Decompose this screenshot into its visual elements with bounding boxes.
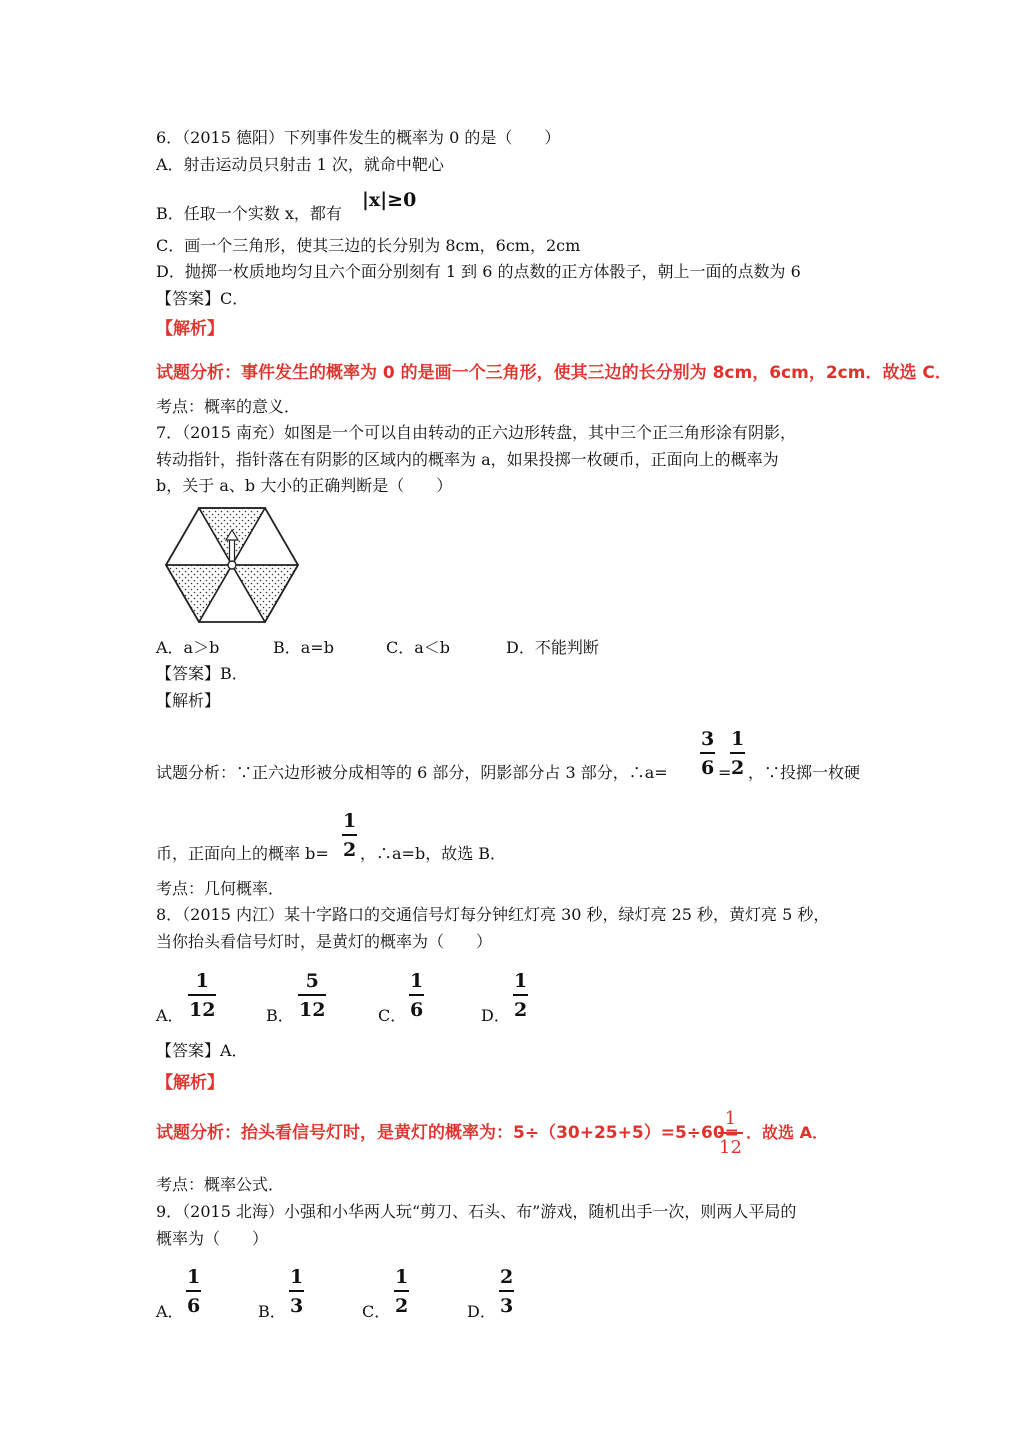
fraction-numerator: 1	[514, 970, 528, 992]
q7-analysis-tag: 【解析】	[156, 691, 221, 710]
fraction-denominator: 3	[290, 1295, 304, 1317]
fraction-numerator: 1	[410, 970, 424, 992]
q9-option-c-label: C．	[362, 1302, 391, 1321]
q6-option-b: B．任取一个实数 x，都有	[156, 204, 342, 223]
q7-analysis-line2a: 币，正面向上的概率 b=	[156, 844, 329, 863]
fraction-numerator: 1	[724, 1108, 737, 1129]
q7-fraction-3-6	[700, 728, 715, 779]
q8-option-a-label: A．	[156, 1006, 184, 1025]
q8-point: 考点：概率公式．	[156, 1175, 285, 1194]
q8-option-d-fraction	[513, 970, 528, 1021]
fraction-denominator: 2	[343, 839, 357, 861]
fraction-denominator: 2	[731, 757, 745, 779]
q7-option-a: A．a＞b	[156, 638, 220, 657]
q8-option-d-label: D．	[481, 1006, 510, 1025]
q7-answer: 【答案】B．	[156, 664, 248, 683]
q8-answer: 【答案】A．	[156, 1041, 248, 1060]
fraction-numerator: 1	[187, 1266, 201, 1288]
fraction-denominator: 2	[514, 999, 528, 1021]
fraction-bar	[342, 834, 357, 836]
q6-point: 考点：概率的意义．	[156, 397, 301, 416]
q9-stem-line2: 概率为（ ）	[156, 1229, 269, 1248]
fraction-numerator: 1	[343, 810, 357, 832]
q8-option-a-fraction	[188, 970, 216, 1021]
fraction-denominator: 12	[299, 999, 326, 1021]
q7-fraction-1-2	[730, 728, 745, 779]
fraction-denominator: 3	[500, 1295, 514, 1317]
shaded-triangle-lower-left	[166, 565, 232, 622]
q7-option-d: D．不能判断	[506, 638, 599, 657]
fraction-numerator: 1	[395, 1266, 409, 1288]
q7-stem-line1: 7．（2015 南充）如图是一个可以自由转动的正六边形转盘，其中三个正三角形涂有阴影，	[156, 423, 796, 442]
q6-option-c: C．画一个三角形，使其三边的长分别为 8cm，6cm，2cm	[156, 236, 581, 255]
q8-analysis-fraction	[718, 1108, 743, 1159]
fraction-numerator: 1	[290, 1266, 304, 1288]
fraction-numerator: 1	[731, 728, 745, 750]
q8-option-b-label: B．	[266, 1006, 294, 1025]
fraction-denominator: 2	[395, 1295, 409, 1317]
q7-analysis-line1a: 试题分析：∵正六边形被分成相等的 6 部分，阴影部分占 3 部分，∴a=	[156, 763, 668, 782]
q8-analysis-a: 试题分析：抬头看信号灯时，是黄灯的概率为：5÷（30+25+5）=5÷60=	[156, 1123, 739, 1143]
q7-fraction-b	[342, 810, 357, 861]
fraction-numerator: 2	[500, 1266, 514, 1288]
q7-point: 考点：几何概率．	[156, 879, 285, 898]
hexagon-spinner-figure	[160, 504, 304, 626]
q6-analysis-tag: 【解析】	[156, 319, 224, 339]
fraction-bar	[730, 752, 745, 754]
fraction-bar	[394, 1290, 409, 1292]
q9-option-a-fraction	[186, 1266, 201, 1317]
q7-option-b: B．a=b	[273, 638, 334, 657]
q8-stem-line2: 当你抬头看信号灯时，是黄灯的概率为（ ）	[156, 932, 493, 951]
fraction-denominator: 12	[189, 999, 216, 1021]
q8-analysis-tag: 【解析】	[156, 1073, 224, 1093]
q8-option-b-fraction	[298, 970, 326, 1021]
shaded-triangle-lower-right	[232, 565, 298, 622]
q6-analysis: 试题分析：事件发生的概率为 0 的是画一个三角形，使其三边的长分别为 8cm，6cm，2cm．故选 C．	[156, 363, 952, 383]
fraction-numerator: 5	[305, 970, 319, 992]
fraction-bar	[186, 1290, 201, 1292]
q9-option-d-fraction	[499, 1266, 514, 1317]
q9-option-d-label: D．	[467, 1302, 496, 1321]
q9-option-b-fraction	[289, 1266, 304, 1317]
fraction-denominator: 12	[719, 1137, 742, 1158]
fraction-numerator: 3	[701, 728, 715, 750]
fraction-bar	[409, 994, 424, 996]
q6-stem: 6．（2015 德阳）下列事件发生的概率为 0 的是（ ）	[156, 128, 561, 147]
fraction-denominator: 6	[187, 1295, 201, 1317]
fraction-bar	[700, 752, 715, 754]
q6-answer: 【答案】C．	[156, 289, 249, 308]
q7-analysis-line2b: ，∴a=b，故选 B．	[360, 844, 507, 863]
fraction-bar	[188, 994, 216, 996]
q8-option-c-fraction	[409, 970, 424, 1021]
fraction-bar	[298, 994, 326, 996]
pivot-icon	[228, 561, 236, 569]
q6-option-b-math: |x|≥0	[362, 189, 417, 211]
q7-stem-line2: 转动指针，指针落在有阴影的区域内的概率为 a，如果投掷一枚硬币，正面向上的概率为	[156, 450, 779, 469]
fraction-denominator: 6	[410, 999, 424, 1021]
q6-option-d: D．抛掷一枚质地均匀且六个面分别刻有 1 到 6 的点数的正方体骰子，朝上一面的点数为 6	[156, 262, 801, 281]
fraction-bar	[513, 994, 528, 996]
fraction-bar	[499, 1290, 514, 1292]
q7-option-c: C．a＜b	[386, 638, 451, 657]
fraction-bar	[289, 1290, 304, 1292]
q7-equals-sign: =	[718, 763, 732, 782]
q8-option-c-label: C．	[378, 1006, 407, 1025]
q9-option-c-fraction	[394, 1266, 409, 1317]
q7-stem-line3: b，关于 a、b 大小的正确判断是（ ）	[156, 476, 453, 495]
q8-stem-line1: 8．（2015 内江）某十字路口的交通信号灯每分钟红灯亮 30 秒，绿灯亮 25 秒，黄灯亮 5 秒，	[156, 905, 830, 924]
q9-option-a-label: A．	[156, 1302, 184, 1321]
q8-analysis-b: ．故选 A．	[746, 1123, 828, 1142]
fraction-bar	[718, 1132, 743, 1134]
q9-option-b-label: B．	[258, 1302, 286, 1321]
q7-analysis-line1b: ，∵投掷一枚硬	[748, 763, 861, 782]
fraction-denominator: 6	[701, 757, 715, 779]
q9-stem-line1: 9．（2015 北海）小强和小华两人玩“剪刀、石头、布”游戏，随机出手一次，则两人平局的	[156, 1202, 797, 1221]
pointer-shaft	[230, 538, 235, 562]
fraction-numerator: 1	[195, 970, 209, 992]
q6-option-a: A．射击运动员只射击 1 次，就命中靶心	[156, 155, 444, 174]
